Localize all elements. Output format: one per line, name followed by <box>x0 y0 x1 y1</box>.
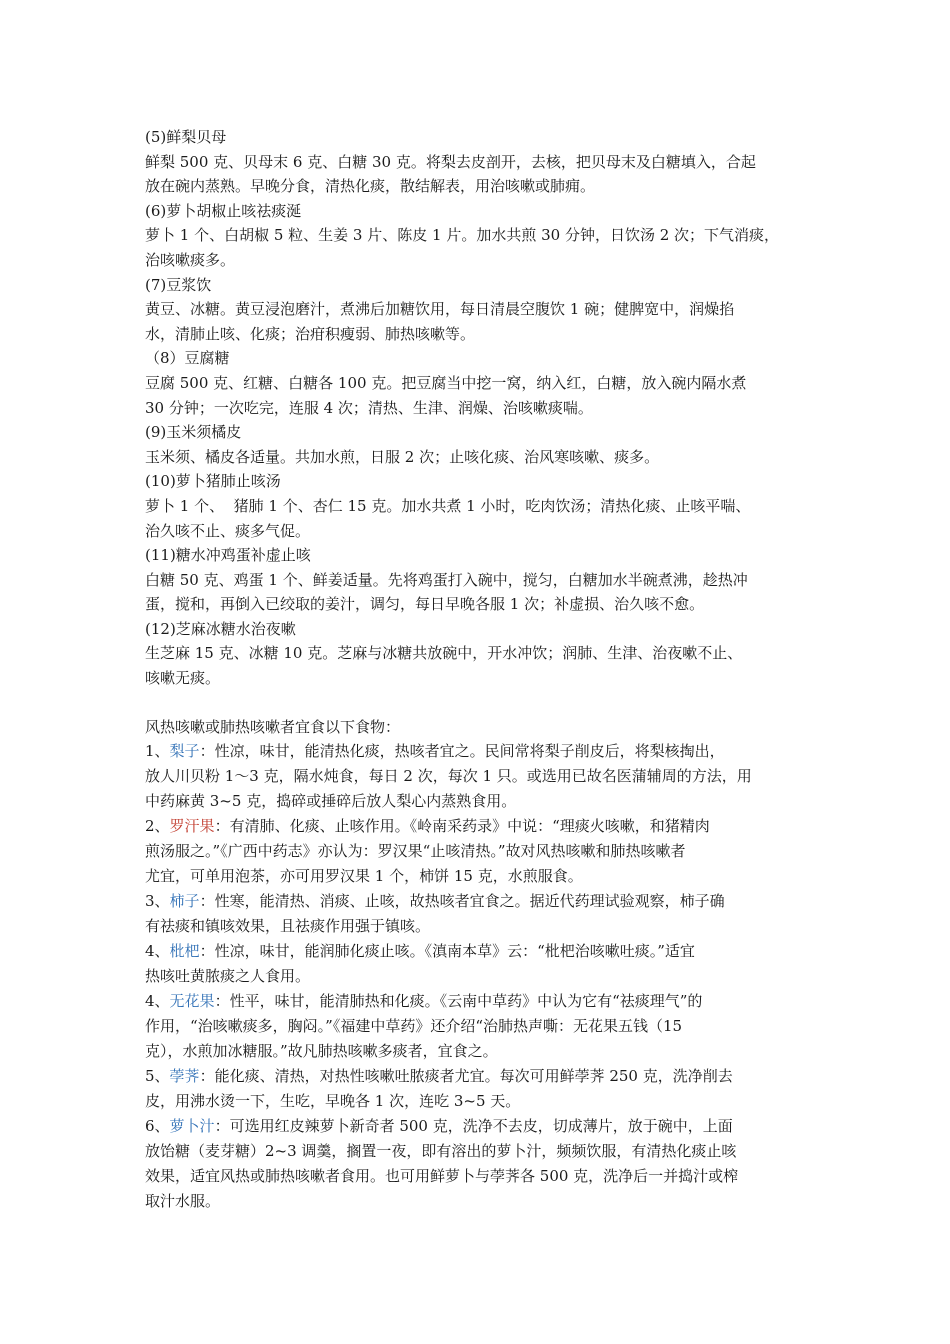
recipe-text-line: 鲜梨 500 克、贝母末 6 克、白糖 30 克。将梨去皮剖开，去核，把贝母末及白糖填入，合起 <box>145 152 756 171</box>
food-description: 效果，适宜风热或肺热咳嗽者食用。也可用鲜萝卜与荸荠各 500 克，洗净后一并捣汁或榨 <box>145 1167 739 1186</box>
recipe-block <box>145 543 817 617</box>
food-text-line <box>145 914 817 939</box>
food-text-line <box>145 1189 817 1214</box>
food-description: 取汁水服。 <box>145 1192 221 1211</box>
food-text-line <box>145 864 817 889</box>
food-description: 中药麻黄 3~5 克，捣碎或捶碎后放人梨心内蒸熟食用。 <box>145 792 517 811</box>
food-text-line <box>145 889 817 914</box>
food-text-line <box>145 1164 817 1189</box>
recipe-title: (10)萝卜猪肺止咳汤 <box>145 472 281 491</box>
food-name-link[interactable]: 罗汗果 <box>169 817 215 836</box>
food-text-line <box>145 789 817 814</box>
food-number: 5、 <box>145 1067 170 1086</box>
recipe-text-line: 生芝麻 15 克、冰糖 10 克。芝麻与冰糖共放碗中，开水冲饮；润肺、生津、治夜嗽不止、 <box>145 644 743 663</box>
recipe-text-line: 蛋，搅和，再倒入已绞取的姜汁，调匀，每日早晚各服 1 次；补虚损、治久咳不愈。 <box>145 595 705 614</box>
food-description: 有祛痰和镇咳效果，且祛痰作用强于镇咳。 <box>145 917 431 936</box>
food-number: 1、 <box>145 742 170 761</box>
food-number: 6、 <box>145 1117 170 1136</box>
recipe-text-line: 豆腐 500 克、红糖、白糖各 100 克。把豆腐当中挖一窝，纳入红，白糖，放入碗内隔水煮 <box>145 373 747 392</box>
food-description: 煎汤服之。”《广西中药志》亦认为：罗汉果“止咳清热。”故对风热咳嗽和肺热咳嗽者 <box>145 842 686 861</box>
recipe-title: （8）豆腐糖 <box>145 349 230 368</box>
recipe-text-line: 萝卜 1 个、 猪肺 1 个、杏仁 15 克。加水共煮 1 小时，吃肉饮汤；清热化痰、止咳平喘、 <box>145 496 751 515</box>
food-item <box>145 814 817 889</box>
recipe-text-line: 放在碗内蒸熟。早晚分食，清热化痰，散结解表，用治咳嗽或肺痈。 <box>145 177 596 196</box>
food-description: ：性凉，味甘，能清热化痰，热咳者宜之。民间常将梨子削皮后，将梨核掏出， <box>199 742 725 761</box>
recipe-text-line: 30 分钟；一次吃完，连服 4 次；清热、生津、润燥、治咳嗽痰喘。 <box>145 398 593 417</box>
food-text-line <box>145 1039 817 1064</box>
food-name-link[interactable]: 无花果 <box>169 992 215 1011</box>
food-text-line <box>145 1014 817 1039</box>
recipe-text-line: 水，清肺止咳、化痰；治疳积瘦弱、肺热咳嗽等。 <box>145 324 476 343</box>
recipe-title: (6)萝卜胡椒止咳祛痰涎 <box>145 201 302 220</box>
food-description: ：可选用红皮辣萝卜新奇者 500 克，洗净不去皮，切成薄片，放于碗中，上面 <box>214 1117 733 1136</box>
food-number: 3、 <box>145 892 170 911</box>
food-text-line <box>145 989 817 1014</box>
section-gap <box>145 691 817 715</box>
food-name-link[interactable]: 萝卜汁 <box>169 1117 215 1136</box>
food-item <box>145 739 817 814</box>
food-description: ：能化痰、清热，对热性咳嗽吐脓痰者尤宜。每次可用鲜荸荠 250 克，洗净削去 <box>199 1067 733 1086</box>
recipe-text-line: 白糖 50 克、鸡蛋 1 个、鲜姜适量。先将鸡蛋打入碗中，搅匀，白糖加水半碗煮沸，趁热冲 <box>145 570 748 589</box>
food-name-link[interactable]: 梨子 <box>169 742 200 761</box>
recipe-block <box>145 469 817 543</box>
food-description: ：性平，味甘，能清肺热和化痰。《云南中草药》中认为它有“祛痰理气”的 <box>214 992 703 1011</box>
food-text-line <box>145 814 817 839</box>
food-description: 作用，“治咳嗽痰多，胸闷。”《福建中草药》还介绍“治肺热声嘶：无花果五钱（15 <box>145 1017 683 1036</box>
food-name-link[interactable]: 柿子 <box>169 892 200 911</box>
foods-heading: 风热咳嗽或肺热咳嗽者宜食以下食物： <box>145 717 401 736</box>
food-item <box>145 939 817 989</box>
food-description: 放饴糖（麦芽糖）2~3 调羹，搁置一夜，即有溶出的萝卜汁，频频饮服，有清热化痰止咳 <box>145 1142 737 1161</box>
recipe-block <box>145 617 817 691</box>
food-text-line <box>145 1114 817 1139</box>
food-item <box>145 889 817 939</box>
food-number: 4、 <box>145 942 170 961</box>
food-name-link[interactable]: 荸荠 <box>169 1067 200 1086</box>
document-content <box>145 125 817 1214</box>
food-description: 放人川贝粉 1～3 克，隔水炖食，每日 2 次，每次 1 只。或选用已故名医蒲辅周的方法，用 <box>145 767 752 786</box>
recipe-block <box>145 199 817 273</box>
food-text-line <box>145 764 817 789</box>
food-number: 2、 <box>145 817 170 836</box>
recipe-block <box>145 273 817 347</box>
recipe-title: (9)玉米须橘皮 <box>145 423 242 442</box>
food-text-line <box>145 739 817 764</box>
recipe-list <box>145 125 817 691</box>
recipe-title: (7)豆浆饮 <box>145 275 212 294</box>
food-text-line <box>145 964 817 989</box>
food-text-line <box>145 839 817 864</box>
food-text-line <box>145 1139 817 1164</box>
recipe-text-line: 萝卜 1 个、白胡椒 5 粒、生姜 3 片、陈皮 1 片。加水共煎 30 分钟，日饮汤 2 次；下气消痰， <box>145 226 780 245</box>
recipe-text-line: 黄豆、冰糖。黄豆浸泡磨汁，煮沸后加糖饮用，每日清晨空腹饮 1 碗；健脾宽中，润燥掐 <box>145 300 735 319</box>
food-text-line <box>145 939 817 964</box>
recipe-title: (12)芝麻冰糖水治夜嗽 <box>145 619 296 638</box>
food-description: 克），水煎加冰糖服。”故凡肺热咳嗽多痰者，宜食之。 <box>145 1042 498 1061</box>
food-description: ：性寒，能清热、消痰、止咳，故热咳者宜食之。据近代药理试验观察，柿子确 <box>199 892 725 911</box>
recipe-text-line: 咳嗽无痰。 <box>145 669 221 688</box>
food-description: ：性凉，味甘，能润肺化痰止咳。《滇南本草》云：“枇杷治咳嗽吐痰。”适宜 <box>199 942 695 961</box>
recipe-title: (5)鲜梨贝母 <box>145 128 227 146</box>
food-text-line <box>145 1064 817 1089</box>
food-description: 皮，用沸水烫一下，生吃，早晚各 1 次，连吃 3~5 天。 <box>145 1092 521 1111</box>
food-number: 4、 <box>145 992 170 1011</box>
food-item <box>145 989 817 1064</box>
recipe-title: (11)糖水冲鸡蛋补虚止咳 <box>145 546 311 565</box>
food-description: ：有清肺、化痰、止咳作用。《岭南采药录》中说：“理痰火咳嗽，和猪精肉 <box>214 817 710 836</box>
recipe-block <box>145 420 817 469</box>
recipe-text-line: 治咳嗽痰多。 <box>145 250 236 269</box>
food-item <box>145 1064 817 1114</box>
food-list <box>145 739 817 1214</box>
food-description: 尤宜，可单用泡茶，亦可用罗汉果 1 个，柿饼 15 克，水煎服食。 <box>145 867 583 886</box>
food-name-link[interactable]: 枇杷 <box>169 942 200 961</box>
recipe-text-line: 治久咳不止、痰多气促。 <box>145 521 311 540</box>
recipe-text-line: 玉米须、橘皮各适量。共加水煎，日服 2 次；止咳化痰、治风寒咳嗽、痰多。 <box>145 447 660 466</box>
recipe-block <box>145 346 817 420</box>
recipe-block <box>145 125 817 199</box>
food-description: 热咳吐黄脓痰之人食用。 <box>145 967 311 986</box>
food-text-line <box>145 1089 817 1114</box>
food-item <box>145 1114 817 1214</box>
